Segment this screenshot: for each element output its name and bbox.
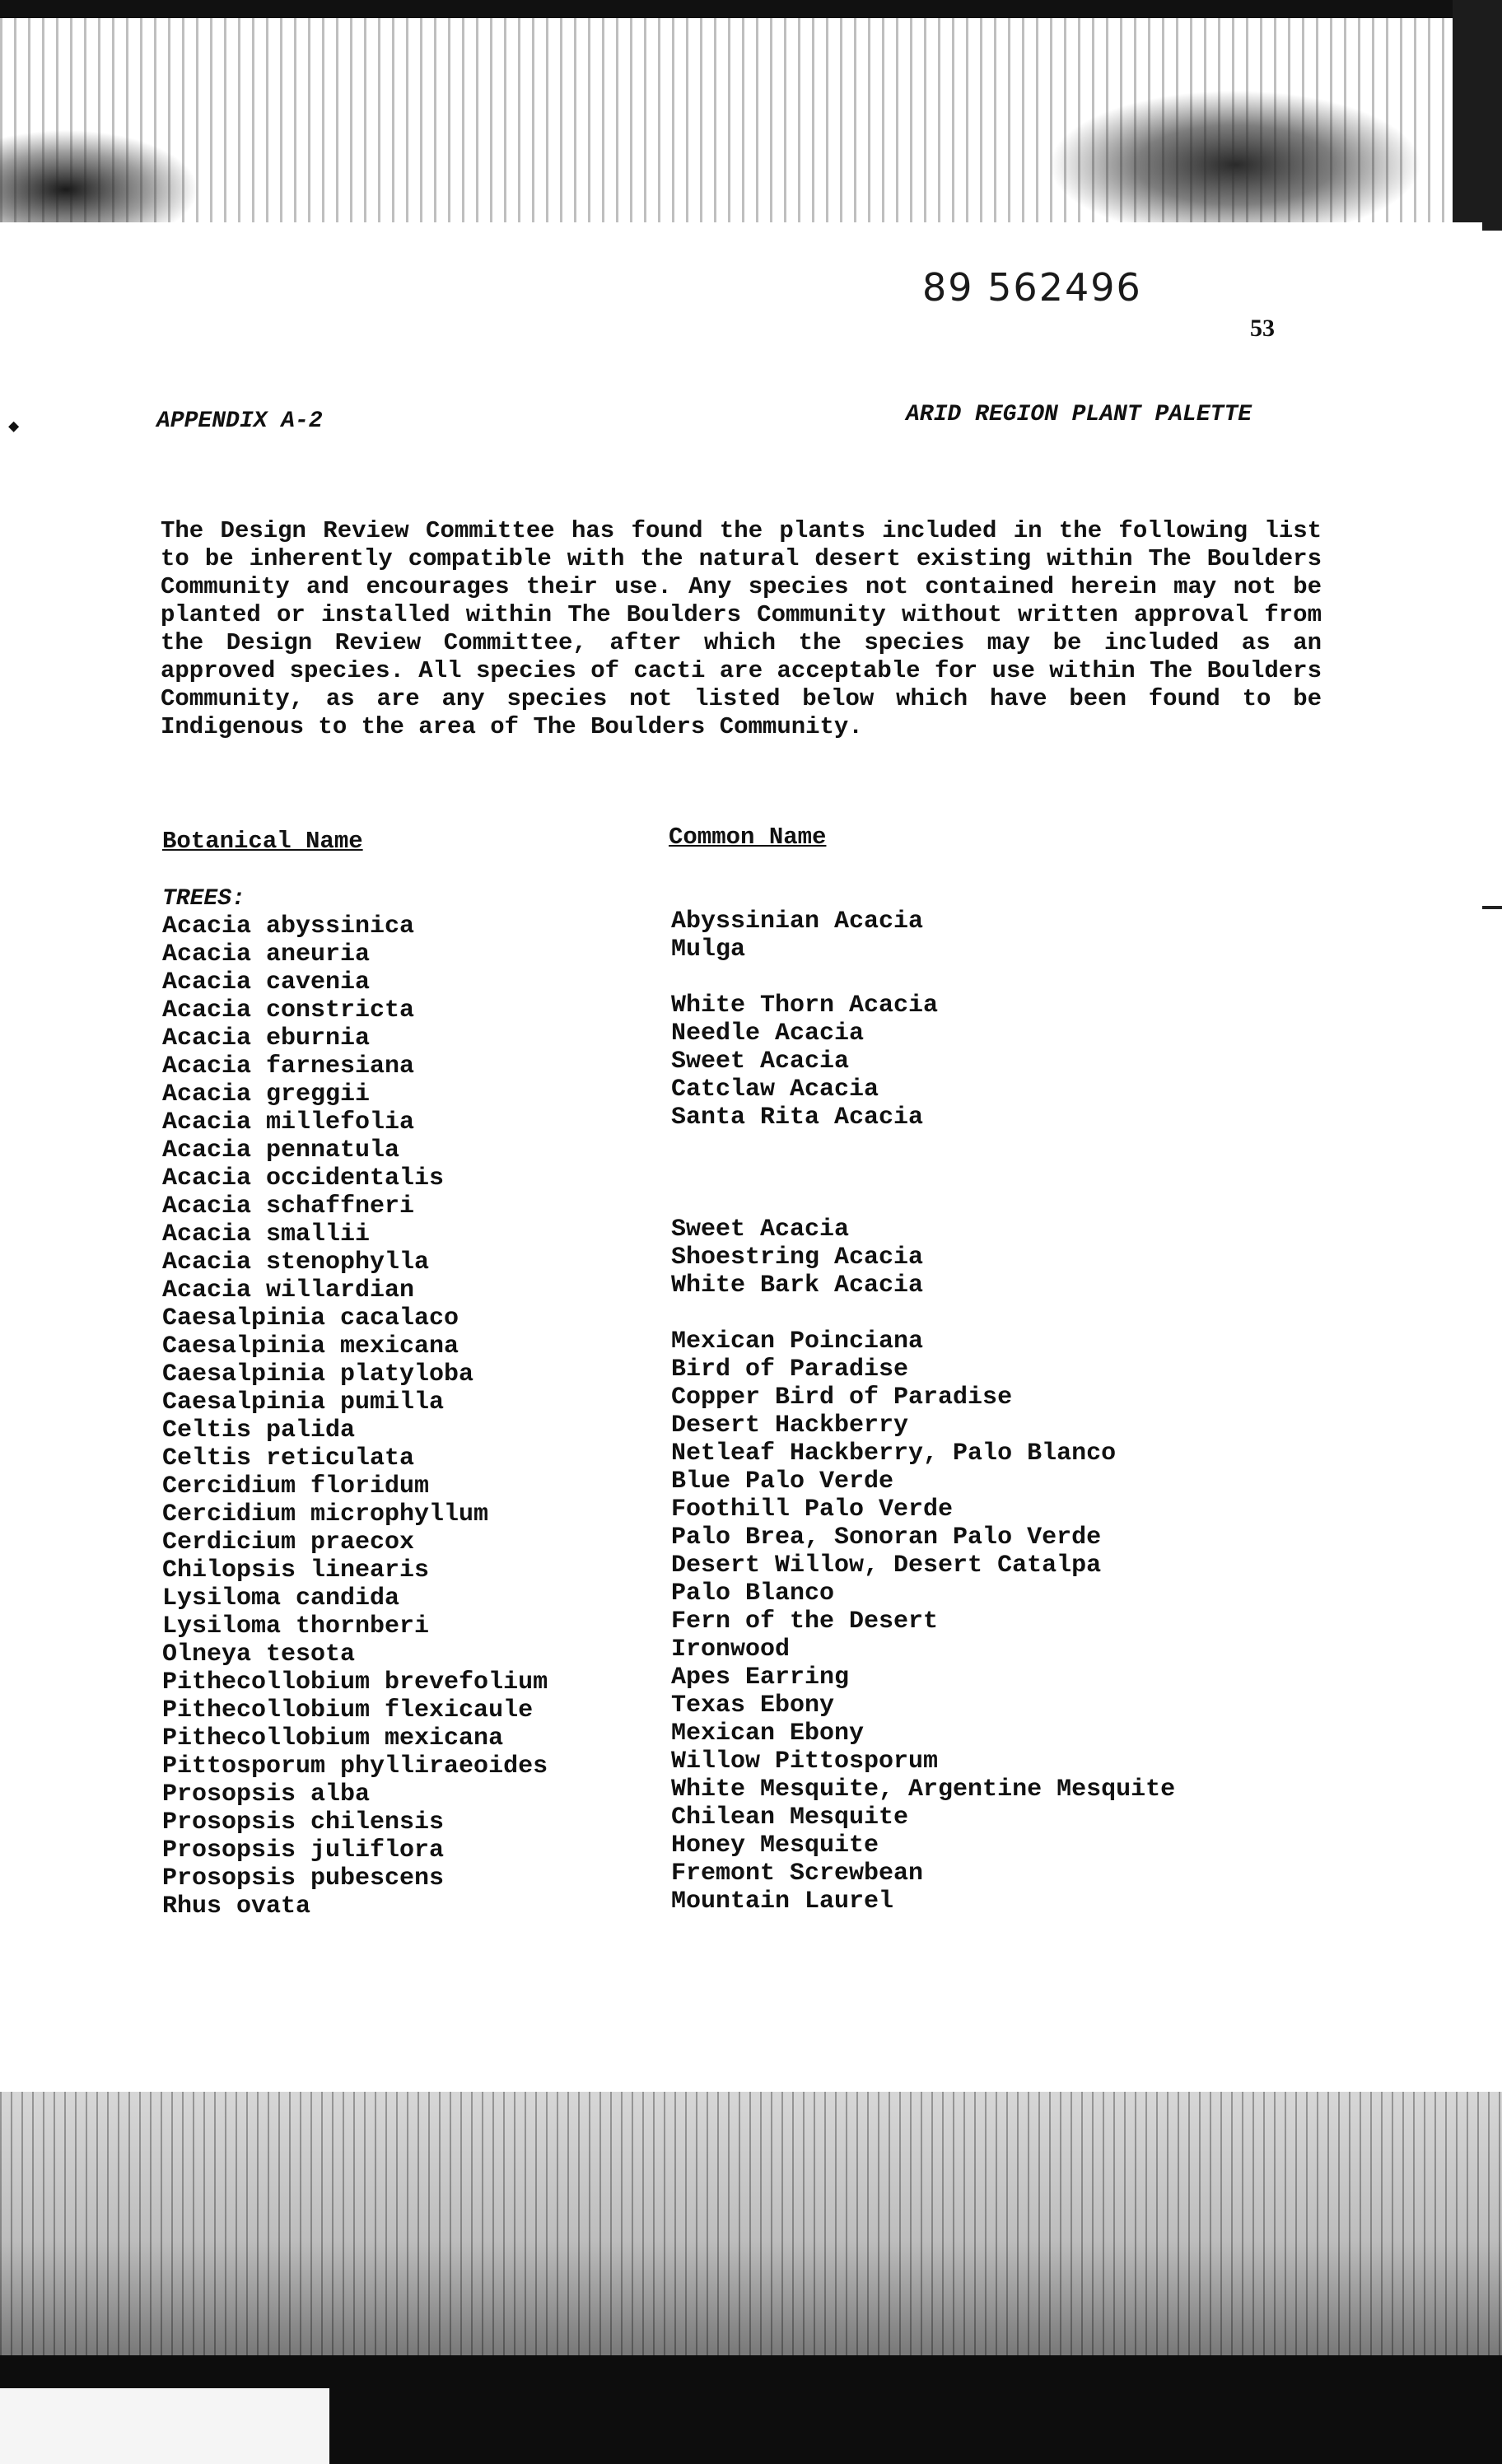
common-name-item: Copper Bird of Paradise — [671, 1384, 1013, 1412]
common-name-item: Chilean Mesquite — [671, 1804, 909, 1832]
botanical-name-item: Acacia eburnia — [162, 1024, 371, 1052]
common-name-item: Texas Ebony — [671, 1692, 835, 1720]
common-name-item: Catclaw Acacia — [671, 1076, 879, 1104]
botanical-name-item: Pithecollobium flexicaule — [162, 1696, 534, 1724]
page-title: ARID REGION PLANT PALETTE — [906, 402, 1252, 427]
scan-border-bottom-white — [0, 2388, 329, 2464]
common-name-item: Foothill Palo Verde — [671, 1496, 954, 1524]
botanical-name-item: Caesalpinia cacalaco — [162, 1304, 459, 1332]
botanical-name-item: Cerdicium praecox — [162, 1528, 415, 1556]
common-name-item: Mexican Ebony — [671, 1720, 865, 1748]
common-name-item: Desert Hackberry — [671, 1412, 909, 1440]
botanical-name-item: Acacia willardian — [162, 1276, 415, 1304]
botanical-name-item: Prosopsis alba — [162, 1780, 371, 1808]
botanical-name-item: Acacia constricta — [162, 996, 415, 1024]
common-name-header: Common Name — [669, 824, 827, 851]
botanical-name-item: Olneya tesota — [162, 1640, 356, 1668]
document-stamp-number: 89 562496 — [922, 265, 1142, 310]
common-name-item: Mountain Laurel — [671, 1888, 894, 1916]
botanical-name-item: Cercidium floridum — [162, 1472, 430, 1500]
botanical-name-item: Acacia farnesiana — [162, 1052, 415, 1080]
botanical-name-item: Prosopsis pubescens — [162, 1864, 445, 1892]
common-name-item: Bird of Paradise — [671, 1356, 909, 1384]
scan-border-top-band — [0, 0, 1502, 18]
botanical-name-item: Celtis palida — [162, 1416, 356, 1444]
common-name-item — [671, 1300, 1175, 1328]
botanical-name-item: Acacia cavenia — [162, 968, 371, 996]
common-name-item: Sweet Acacia — [671, 1216, 850, 1244]
common-name-item: Desert Willow, Desert Catalpa — [671, 1552, 1102, 1580]
botanical-name-item: Acacia greggii — [162, 1080, 371, 1108]
botanical-name-list — [162, 912, 548, 1920]
common-name-list — [671, 908, 1175, 1916]
botanical-name-item: Acacia abyssinica — [162, 912, 415, 940]
common-name-item — [671, 1132, 1175, 1160]
common-name-item: Santa Rita Acacia — [671, 1104, 924, 1132]
page-number: 53 — [1250, 315, 1275, 342]
common-name-item: Netleaf Hackberry, Palo Blanco — [671, 1440, 1117, 1468]
common-name-item: Shoestring Acacia — [671, 1244, 924, 1272]
common-name-item: Apes Earring — [671, 1664, 850, 1692]
botanical-name-item: Acacia stenophylla — [162, 1248, 430, 1276]
botanical-name-item: Lysiloma thornberi — [162, 1612, 430, 1640]
common-name-item: Palo Brea, Sonoran Palo Verde — [671, 1524, 1102, 1552]
botanical-name-item: Caesalpinia platyloba — [162, 1360, 474, 1388]
common-name-item: Honey Mesquite — [671, 1832, 879, 1860]
botanical-name-item: Acacia smallii — [162, 1220, 371, 1248]
common-name-item — [671, 1160, 1175, 1188]
category-label-trees: TREES: — [162, 886, 245, 912]
botanical-name-item: Acacia occidentalis — [162, 1164, 445, 1192]
scan-border-top-right — [1453, 0, 1502, 231]
botanical-name-item: Lysiloma candida — [162, 1584, 400, 1612]
botanical-name-item: Pithecollobium mexicana — [162, 1724, 504, 1752]
botanical-name-item: Acacia aneuria — [162, 940, 371, 968]
common-name-item — [671, 964, 1175, 992]
botanical-name-item: Pittosporum phylliraeoides — [162, 1752, 548, 1780]
botanical-name-item: Caesalpinia mexicana — [162, 1332, 459, 1360]
common-name-item: Abyssinian Acacia — [671, 908, 924, 936]
common-name-item: White Mesquite, Argentine Mesquite — [671, 1776, 1176, 1804]
common-name-item: Mulga — [671, 936, 746, 964]
botanical-name-item: Acacia pennatula — [162, 1136, 400, 1164]
common-name-item: Sweet Acacia — [671, 1048, 850, 1076]
common-name-item: Willow Pittosporum — [671, 1748, 939, 1776]
botanical-name-item: Acacia millefolia — [162, 1108, 415, 1136]
common-name-item: Fremont Screwbean — [671, 1860, 924, 1888]
common-name-item: Ironwood — [671, 1636, 791, 1664]
common-name-item: White Thorn Acacia — [671, 992, 939, 1020]
common-name-item: Needle Acacia — [671, 1020, 865, 1048]
appendix-label: APPENDIX A-2 — [156, 408, 323, 434]
botanical-name-item: Caesalpinia pumilla — [162, 1388, 445, 1416]
common-name-item: Blue Palo Verde — [671, 1468, 894, 1496]
margin-diamond-icon: ◆ — [8, 417, 20, 437]
botanical-name-item: Chilopsis linearis — [162, 1556, 430, 1584]
common-name-item: White Bark Acacia — [671, 1272, 924, 1300]
common-name-item: Mexican Poinciana — [671, 1328, 924, 1356]
botanical-name-item: Prosopsis chilensis — [162, 1808, 445, 1836]
common-name-item — [671, 1188, 1175, 1216]
common-name-item: Fern of the Desert — [671, 1608, 939, 1636]
botanical-name-item: Pithecollobium brevefolium — [162, 1668, 548, 1696]
botanical-name-item: Acacia schaffneri — [162, 1192, 415, 1220]
botanical-name-item: Celtis reticulata — [162, 1444, 415, 1472]
scan-border-top — [0, 0, 1502, 231]
botanical-name-header: Botanical Name — [162, 828, 363, 855]
botanical-name-item: Cercidium microphyllum — [162, 1500, 489, 1528]
intro-paragraph: The Design Review Committee has found the plants included in the following list to be inherently compatible with the natural desert existing within The Boulders Community and encourages their use. Any species not contained herein may not be planted or installed within The Boulders Community without written approval from the Design Review Committee, after which the species may be included as an approved species. All species of cacti are acceptable for use within The Boulders Community, as are any species not listed below which have been found to be Indigenous to the area of The Boulders Community. — [161, 517, 1322, 740]
botanical-name-item: Rhus ovata — [162, 1892, 311, 1920]
common-name-item: Palo Blanco — [671, 1580, 835, 1608]
botanical-name-item: Prosopsis juliflora — [162, 1836, 445, 1864]
